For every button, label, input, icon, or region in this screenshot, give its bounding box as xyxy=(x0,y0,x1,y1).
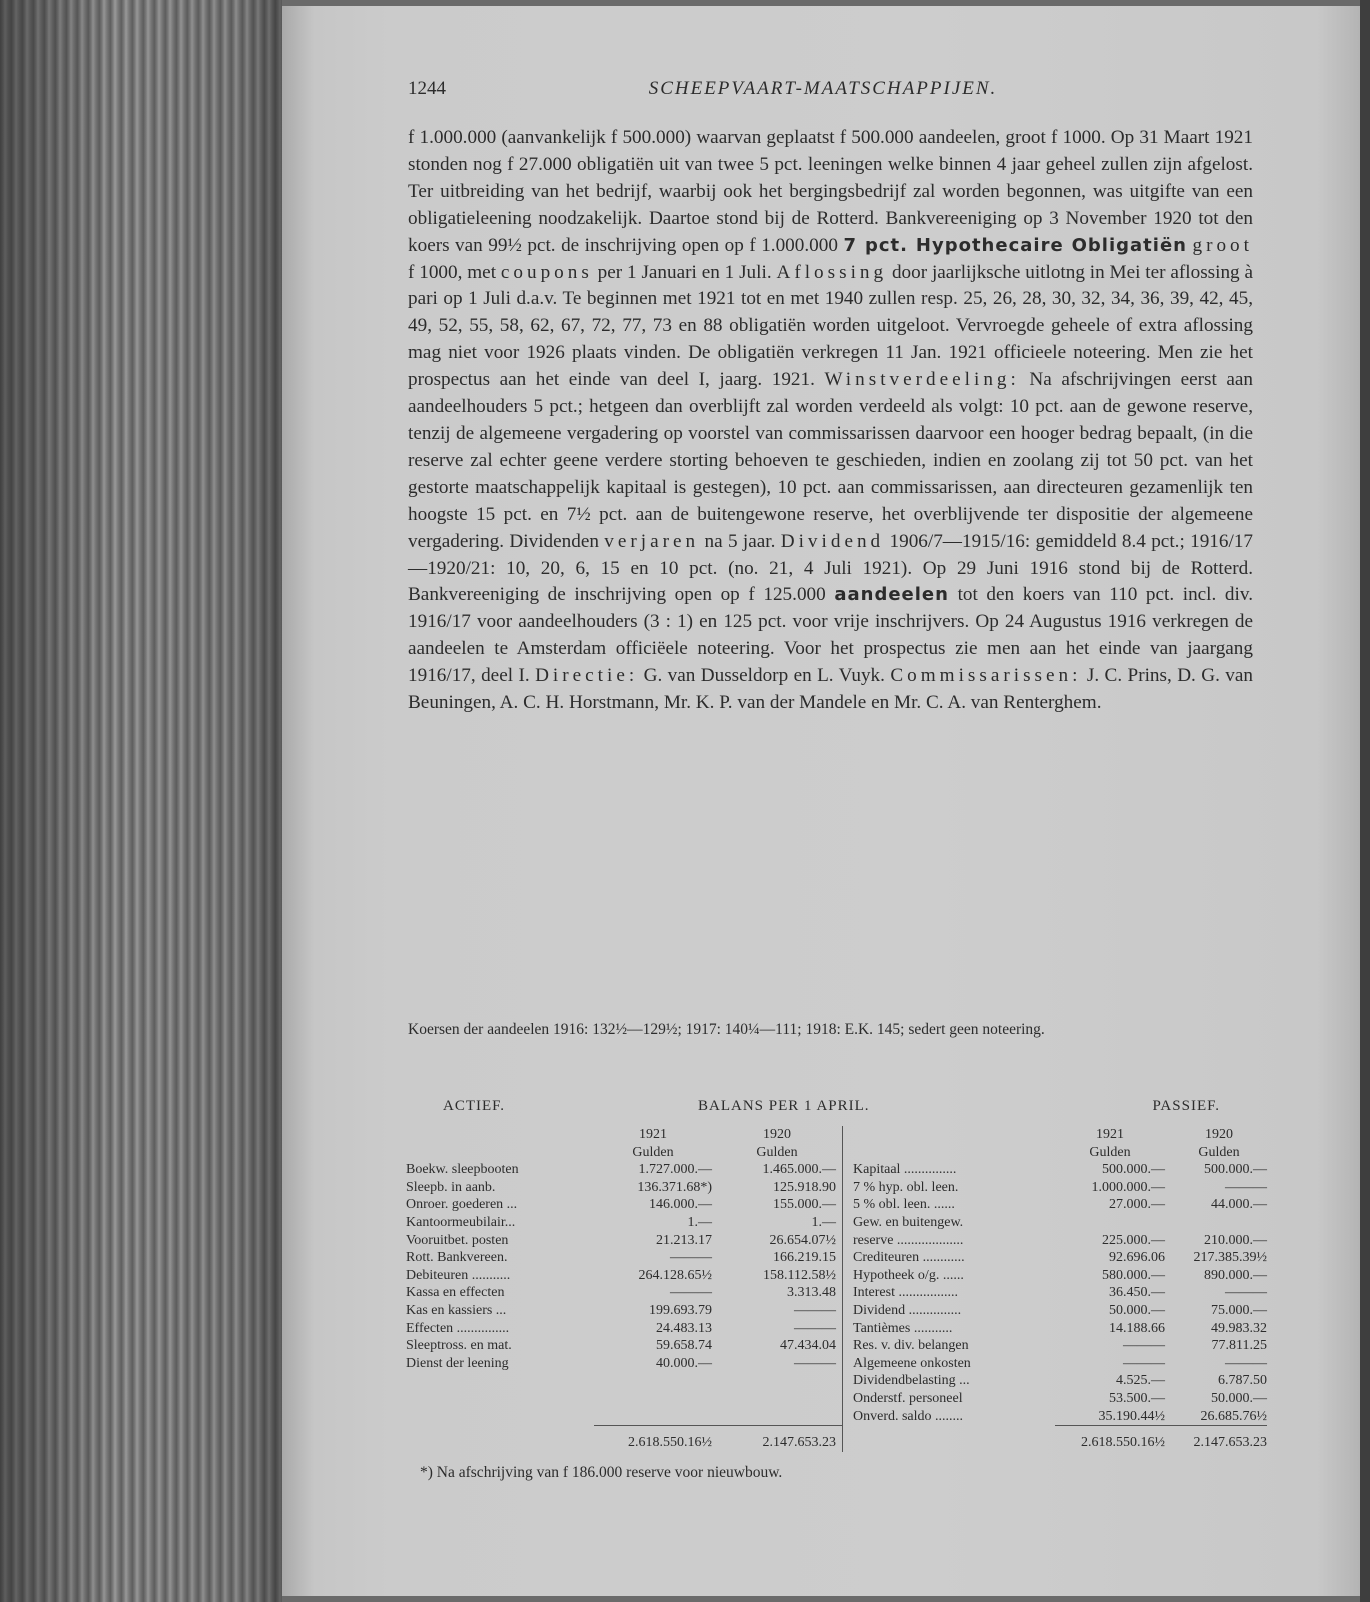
balance-row xyxy=(406,1196,1267,1214)
actief-value-1920: 1.— xyxy=(811,1214,836,1230)
actief-value-1921 xyxy=(594,1372,718,1390)
balance-row xyxy=(406,1390,1267,1408)
unit-header-left-1: Gulden xyxy=(632,1144,674,1160)
spaced-verjaren: verjaren xyxy=(604,530,700,552)
passief-label: Gew. en buitengew. xyxy=(853,1214,964,1230)
actief-value-1921: 40.000.— xyxy=(656,1355,712,1371)
actief-value-1921: 24.483.13 xyxy=(656,1320,712,1336)
body-text-2: f 1000, met xyxy=(408,261,497,283)
passief-label: 5 % obl. leen. ...... xyxy=(853,1197,955,1213)
actief-label: Dienst der leening xyxy=(406,1355,509,1371)
passief-value-1920: ——— xyxy=(1225,1285,1267,1301)
year-header-1921-right: 1921 xyxy=(1096,1127,1124,1142)
body-text-5: Na afschrijvingen eerst aan aandeelhouders 5 pct.; hetgeen dan overblijft zal worden verdeeld als volgt: 10 pct. aan de gewone reserve, tenzij de algemeene vergadering op voorstel van commissarissen daarvoor een hooger bedrag bepaalt, (in die reserve zal echter geene verdere storting behoeven te geschieden, indien en zoolang zij tot 50 pct. van het gestorte maatschappelijk kapitaal is gestegen), 10 pct. aan commissarissen, aan directeuren gezamenlijk ten hoogste 15 pct. en 7½ pct. aan de buitengewone reserve, het overblijvende ter dispositie der algemeene vergadering. Dividenden xyxy=(408,369,1254,552)
actief-value-1921 xyxy=(594,1408,718,1426)
actief-value-1921: 199.693.79 xyxy=(649,1302,712,1318)
passief-value-1921: 50.000.— xyxy=(1109,1302,1165,1318)
passief-value-1920: 217.385.39½ xyxy=(1193,1250,1267,1266)
spaced-coupons: coupons xyxy=(500,261,593,283)
passief-value-1920: 49.983.32 xyxy=(1211,1320,1267,1336)
actief-value-1921: 59.658.74 xyxy=(656,1338,712,1354)
actief-label: Sleeptross. en mat. xyxy=(406,1338,512,1354)
actief-value-1920: ——— xyxy=(794,1320,836,1336)
unit-header-row xyxy=(406,1144,1267,1162)
unit-header-right-2: Gulden xyxy=(1198,1144,1240,1160)
actief-label: Kassa en effecten xyxy=(406,1285,505,1301)
actief-value-1920: 3.313.48 xyxy=(787,1285,836,1301)
passief-value-1921: 500.000.— xyxy=(1102,1162,1165,1178)
passief-label: Hypotheek o/g. ...... xyxy=(853,1267,964,1283)
actief-value-1920: 155.000.— xyxy=(773,1197,836,1213)
total-label-spacer xyxy=(847,1426,1055,1452)
balance-total-row xyxy=(406,1426,1267,1452)
passief-value-1921: 27.000.— xyxy=(1109,1197,1165,1213)
balance-row xyxy=(406,1337,1267,1355)
passief-value-1920: 500.000.— xyxy=(1204,1162,1267,1178)
passief-value-1921: 225.000.— xyxy=(1102,1232,1165,1248)
passief-label: Dividend ............... xyxy=(853,1302,962,1318)
actief-label: Boekw. sleepbooten xyxy=(406,1162,519,1178)
body-text-9: G. van Dusseldorp en L. Vuyk. xyxy=(643,665,885,687)
spaced-commissarissen: Commissarissen: xyxy=(890,665,1082,687)
body-text-10: J. C. Prins, D. G. van Beuningen, A. C. H. Horstmann, Mr. K. P. van der Mandele en Mr. C. A. van Renterghem. xyxy=(408,665,1254,714)
passief-value-1920: 75.000.— xyxy=(1211,1302,1267,1318)
balance-row xyxy=(406,1372,1267,1390)
actief-value-1920 xyxy=(718,1408,843,1426)
passief-value-1921: 4.525.— xyxy=(1116,1373,1165,1389)
total-actief-1920: 2.147.653.23 xyxy=(718,1426,843,1452)
actief-value-1920: 158.112.58½ xyxy=(763,1267,836,1283)
passief-label: reserve ................... xyxy=(853,1232,964,1248)
actief-label: Sleepb. in aanb. xyxy=(406,1179,496,1195)
spaced-dividend: Dividend xyxy=(780,530,885,552)
balance-passief-title: PASSIEF. xyxy=(1152,1098,1220,1114)
passief-value-1921: 14.188.66 xyxy=(1109,1320,1165,1336)
footnote: *) Na afschrijving van f 186.000 reserve voor nieuwbouw. xyxy=(420,1464,783,1481)
passief-value-1921: 35.190.44½ xyxy=(1098,1408,1165,1424)
balance-row xyxy=(406,1179,1267,1197)
body-text-3: per 1 Januari en 1 Juli. xyxy=(597,261,772,283)
actief-value-1920: 125.918.90 xyxy=(773,1179,836,1195)
actief-value-1920: ——— xyxy=(794,1355,836,1371)
actief-value-1920: 1.465.000.— xyxy=(762,1162,836,1178)
running-title: SCHEEPVAART-MAATSCHAPPIJEN. xyxy=(648,78,998,99)
total-passief-1920: 2.147.653.23 xyxy=(1171,1426,1267,1452)
unit-header-right-1: Gulden xyxy=(1089,1144,1131,1160)
actief-value-1920 xyxy=(718,1390,843,1408)
passief-label: Crediteuren ............ xyxy=(853,1250,965,1266)
passief-value-1921: 92.696.06 xyxy=(1109,1250,1165,1266)
balance-row xyxy=(406,1267,1267,1285)
actief-value-1920: 26.654.07½ xyxy=(769,1232,836,1248)
actief-value-1921: 21.213.17 xyxy=(656,1232,712,1248)
page-number: 1244 xyxy=(408,78,446,99)
actief-label: Onroer. goederen ... xyxy=(406,1197,518,1213)
passief-value-1920: 77.811.25 xyxy=(1211,1338,1267,1354)
passief-label: Onverd. saldo ........ xyxy=(853,1408,964,1424)
actief-value-1921: ——— xyxy=(670,1250,712,1266)
passief-value-1921: 36.450.— xyxy=(1109,1285,1165,1301)
actief-value-1921: ——— xyxy=(670,1285,712,1301)
passief-value-1920: ——— xyxy=(1225,1355,1267,1371)
balance-row xyxy=(406,1249,1267,1267)
actief-label: Kas en kassiers ... xyxy=(406,1302,507,1318)
passief-label: Kapitaal ............... xyxy=(853,1162,957,1178)
actief-value-1921: 1.— xyxy=(687,1214,712,1230)
unit-header-left-2: Gulden xyxy=(756,1144,798,1160)
passief-value-1921: ——— xyxy=(1123,1338,1165,1354)
actief-value-1920: ——— xyxy=(794,1302,836,1318)
spaced-groot: groot xyxy=(1192,234,1253,256)
page-right-edge xyxy=(1360,0,1370,1602)
body-text-7: 1906/7—1915/16: gemiddeld 8.4 pct.; 1916/17—1920/21: 10, 20, 6, 15 en 10 pct. (no. 21, 4 Juli 1921). Op 29 Juni 1916 stond bij de Rotterd. Bankvereeniging de inschrijving open op f 125.000 xyxy=(408,530,1254,606)
actief-value-1920: 47.434.04 xyxy=(780,1338,836,1354)
passief-value-1921 xyxy=(1055,1214,1171,1232)
actief-value-1921: 146.000.— xyxy=(649,1197,712,1213)
passief-value-1920: 6.787.50 xyxy=(1218,1373,1267,1389)
balance-sheet-table xyxy=(406,1126,1267,1452)
passief-label: Res. v. div. belangen xyxy=(853,1338,969,1354)
balance-actief-title: ACTIEF. xyxy=(443,1098,506,1114)
passief-label: Tantièmes ........... xyxy=(853,1320,953,1336)
actief-label: Effecten ............... xyxy=(406,1320,510,1336)
passief-label: 7 % hyp. obl. leen. xyxy=(853,1179,959,1195)
passief-value-1920: 26.685.76½ xyxy=(1200,1408,1267,1424)
year-header-row xyxy=(406,1126,1267,1144)
total-actief-1921: 2.618.550.16½ xyxy=(594,1426,718,1452)
year-header-1920-right: 1920 xyxy=(1205,1127,1233,1142)
passief-value-1920 xyxy=(1171,1214,1267,1232)
actief-value-1921 xyxy=(594,1390,718,1408)
balance-row xyxy=(406,1408,1267,1426)
body-text-8: tot den koers van 110 pct. incl. div. 1916/17 voor aandeelhouders (3 : 1) en 125 pct. voor vrije inschrijvers. Op 24 Augustus 1916 verkregen de aandeelen te Amsterdam officiëele noteering. Voor het prospectus zie men aan het einde van jaargang 1916/17, deel I. xyxy=(408,584,1253,687)
total-passief-1921: 2.618.550.16½ xyxy=(1055,1426,1171,1452)
passief-label: Interest ................. xyxy=(853,1285,958,1301)
page-header xyxy=(408,78,1238,106)
passief-value-1920: 890.000.— xyxy=(1204,1267,1267,1283)
binding-shadow xyxy=(0,0,282,1602)
actief-label: Debiteuren ........... xyxy=(406,1267,511,1283)
balance-row xyxy=(406,1284,1267,1302)
total-label-spacer xyxy=(406,1426,594,1452)
actief-label: Rott. Bankvereen. xyxy=(406,1250,508,1266)
actief-label: Vooruitbet. posten xyxy=(406,1232,509,1248)
bond-title: 7 pct. Hypothecaire Obligatiën xyxy=(843,234,1187,256)
passief-value-1920: 50.000.— xyxy=(1211,1390,1267,1406)
actief-label: Kantoormeubilair... xyxy=(406,1214,516,1230)
actief-value-1921: 264.128.65½ xyxy=(638,1267,712,1283)
passief-value-1920: 210.000.— xyxy=(1204,1232,1267,1248)
balance-row xyxy=(406,1232,1267,1250)
actief-value-1921: 1.727.000.— xyxy=(638,1162,712,1178)
year-header-1920-left: 1920 xyxy=(763,1127,791,1142)
balance-row xyxy=(406,1161,1267,1179)
body-text-6: na 5 jaar. xyxy=(704,530,776,552)
actief-label xyxy=(406,1390,594,1408)
share-prices-note: Koersen der aandeelen 1916: 132½—129½; 1917: 140¼—111; 1918: E.K. 145; sedert geen noteering. xyxy=(408,1021,1045,1038)
passief-label: Onderstf. personeel xyxy=(853,1390,963,1406)
year-header-1921-left: 1921 xyxy=(639,1127,667,1142)
passief-value-1920: 44.000.— xyxy=(1211,1197,1267,1213)
balance-row xyxy=(406,1302,1267,1320)
spaced-directie: Directie: xyxy=(535,665,639,687)
passief-value-1921: 53.500.— xyxy=(1109,1390,1165,1406)
passief-label: Dividendbelasting ... xyxy=(853,1373,970,1389)
balance-row xyxy=(406,1320,1267,1338)
passief-value-1921: 580.000.— xyxy=(1102,1267,1165,1283)
passief-value-1920: ——— xyxy=(1225,1179,1267,1195)
passief-label: Algemeene onkosten xyxy=(853,1355,971,1371)
spaced-winstverdeeling: Winstverdeeling: xyxy=(824,369,1020,391)
shares-title: aandeelen xyxy=(834,584,949,606)
actief-label xyxy=(406,1408,594,1426)
company-description xyxy=(408,125,1253,717)
balance-center-title: BALANS PER 1 APRIL. xyxy=(698,1098,870,1114)
balance-row xyxy=(406,1214,1267,1232)
passief-value-1921: 1.000.000.— xyxy=(1091,1179,1165,1195)
body-text-1: f 1.000.000 (aanvankelijk f 500.000) waarvan geplaatst f 500.000 aandeelen, groot f 1000. Op 31 Maart 1921 stonden nog f 27.000 obligatiën uit van twee 5 pct. leeningen welke binnen 4 jaar geheel zullen zijn afgelost. Ter uitbreiding van het bedrijf, waarbij ook het bergingsbedrijf zal worden begonnen, was uitgifte van een obligatieleening noodzakelijk. Daartoe stond bij de Rotterd. Bankvereeniging op 3 November 1920 tot den koers van 99½ pct. de inschrijving open op f 1.000.000 xyxy=(408,127,1253,256)
actief-label xyxy=(406,1372,594,1390)
balance-row xyxy=(406,1355,1267,1373)
passief-value-1921: ——— xyxy=(1123,1355,1165,1371)
body-text-4: door jaarlijksche uitlotng in Mei ter aflossing à pari op 1 Juli d.a.v. Te beginnen met 1921 tot en met 1940 zullen resp. 25, 26, 28, 30, 32, 34, 36, 39, 42, 45, 49, 52, 55, 58, 62, 67, 72, 77, 73 en 88 obligatiën worden uitgeloot. Vervroegde geheele of extra aflossing mag niet voor 1926 plaats vinden. De obligatiën verkregen 11 Jan. 1921 officieele noteering. Men zie het prospectus aan het einde van deel I, jaarg. 1921. xyxy=(408,261,1254,391)
actief-value-1921: 136.371.68*) xyxy=(637,1179,712,1195)
actief-value-1920: 166.219.15 xyxy=(773,1250,836,1266)
actief-value-1920 xyxy=(718,1372,843,1390)
balance-headers xyxy=(408,1098,1220,1118)
spaced-aflossing: Aflossing xyxy=(776,261,888,283)
